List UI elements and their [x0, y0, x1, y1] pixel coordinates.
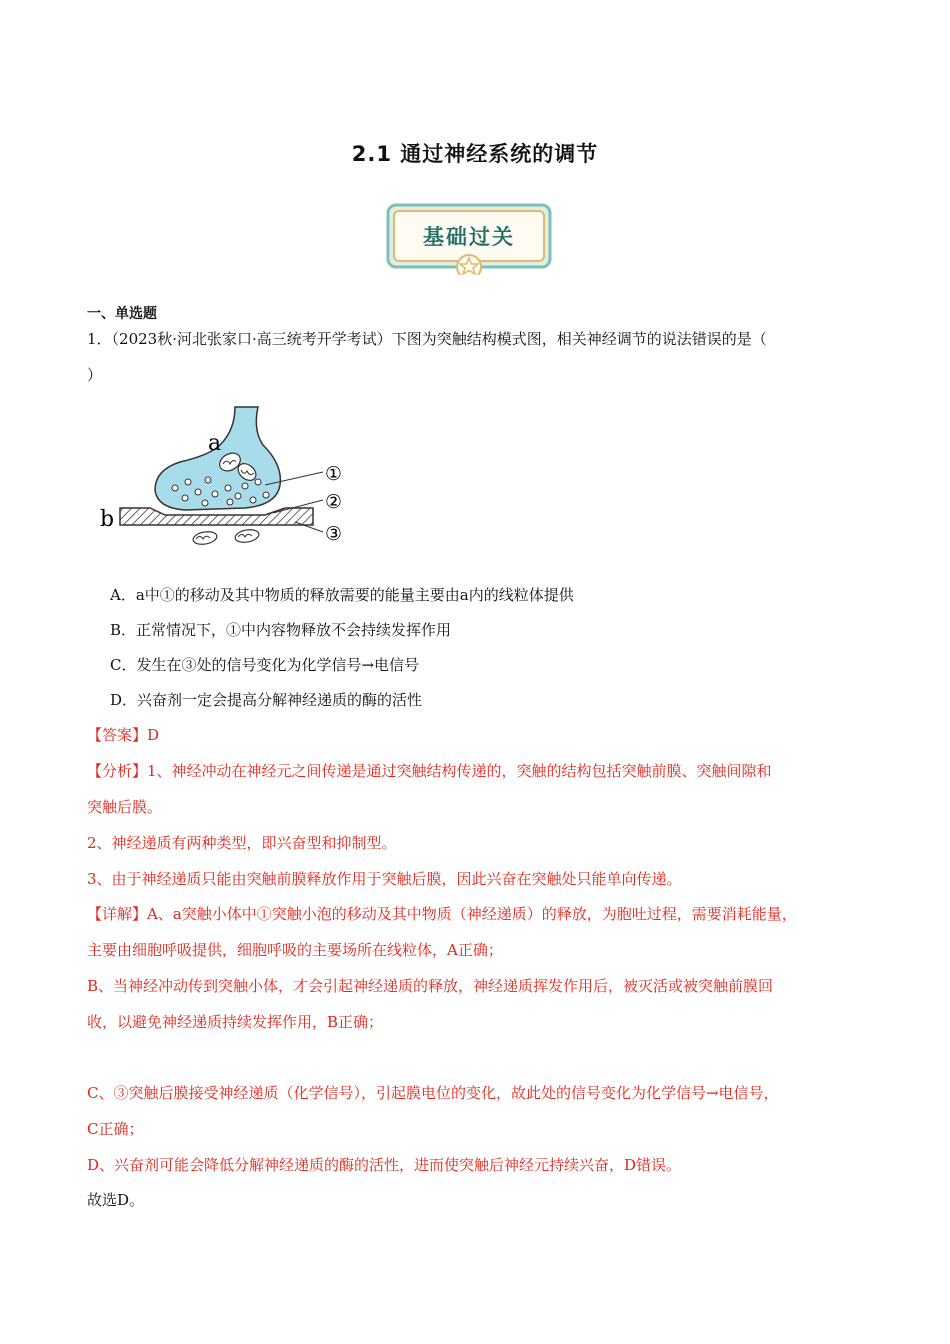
- question-stem-continued: ）: [87, 366, 103, 384]
- detail-line: C、③突触后膜接受神经递质（化学信号），引起膜电位的变化，故此处的信号变化为化学信号→电信号，: [87, 1084, 779, 1102]
- analysis-line: 【分析】1、神经冲动在神经元之间传递是通过突触结构传递的，突触的结构包括突触前膜、突触间隙和: [87, 762, 772, 780]
- detail-line: B、当神经冲动传到突触小体，才会引起神经递质的释放，神经递质挥发作用后，被灭活或被突触前膜回: [87, 977, 774, 995]
- answer: 【答案】D: [87, 726, 160, 744]
- label-3: ③: [325, 523, 343, 545]
- analysis-line: 2、神经递质有两种类型，即兴奋型和抑制型。: [87, 834, 397, 852]
- label-2: ②: [325, 491, 343, 513]
- detail-line: 收，以避免神经递质持续发挥作用，B正确；: [87, 1013, 384, 1031]
- question-stem: 1．（2023秋·河北张家口·高三统考开学考试）下图为突触结构模式图，相关神经调节的说法错误的是（: [87, 330, 767, 348]
- section-heading: 一、单选题: [87, 306, 157, 322]
- badge-label: 基础过关: [423, 225, 515, 249]
- synapse-diagram: [95, 400, 365, 560]
- analysis-line: 突触后膜。: [87, 798, 163, 816]
- detail-line: 主要由细胞呼吸提供，细胞呼吸的主要场所在线粒体，A正确；: [87, 941, 503, 959]
- option-b: B．正常情况下，①中内容物释放不会持续发挥作用: [110, 621, 452, 639]
- label-b: b: [100, 507, 115, 532]
- analysis-line: 3、由于神经递质只能由突触前膜释放作用于突触后膜，因此兴奋在突触处只能单向传递。: [87, 870, 682, 888]
- section-badge: [386, 203, 552, 275]
- option-d: D．兴奋剂一定会提高分解神经递质的酶的活性: [110, 691, 423, 709]
- label-1: ①: [325, 463, 343, 485]
- detail-line: 【详解】A、a突触小体中①突触小泡的移动及其中物质（神经递质）的释放，为胞吐过程，需要消耗能量，: [87, 905, 797, 923]
- option-a: A．a中①的移动及其中物质的释放需要的能量主要由a内的线粒体提供: [110, 586, 574, 604]
- detail-line: C正确；: [87, 1120, 144, 1138]
- detail-line: D、兴奋剂可能会降低分解神经递质的酶的活性，进而使突触后神经元持续兴奋，D错误。: [87, 1156, 682, 1174]
- option-c: C．发生在③处的信号变化为化学信号→电信号: [110, 656, 420, 674]
- conclusion: 故选D。: [87, 1191, 145, 1209]
- label-a: a: [208, 431, 222, 456]
- page-title: 2.1 通过神经系统的调节: [351, 142, 599, 166]
